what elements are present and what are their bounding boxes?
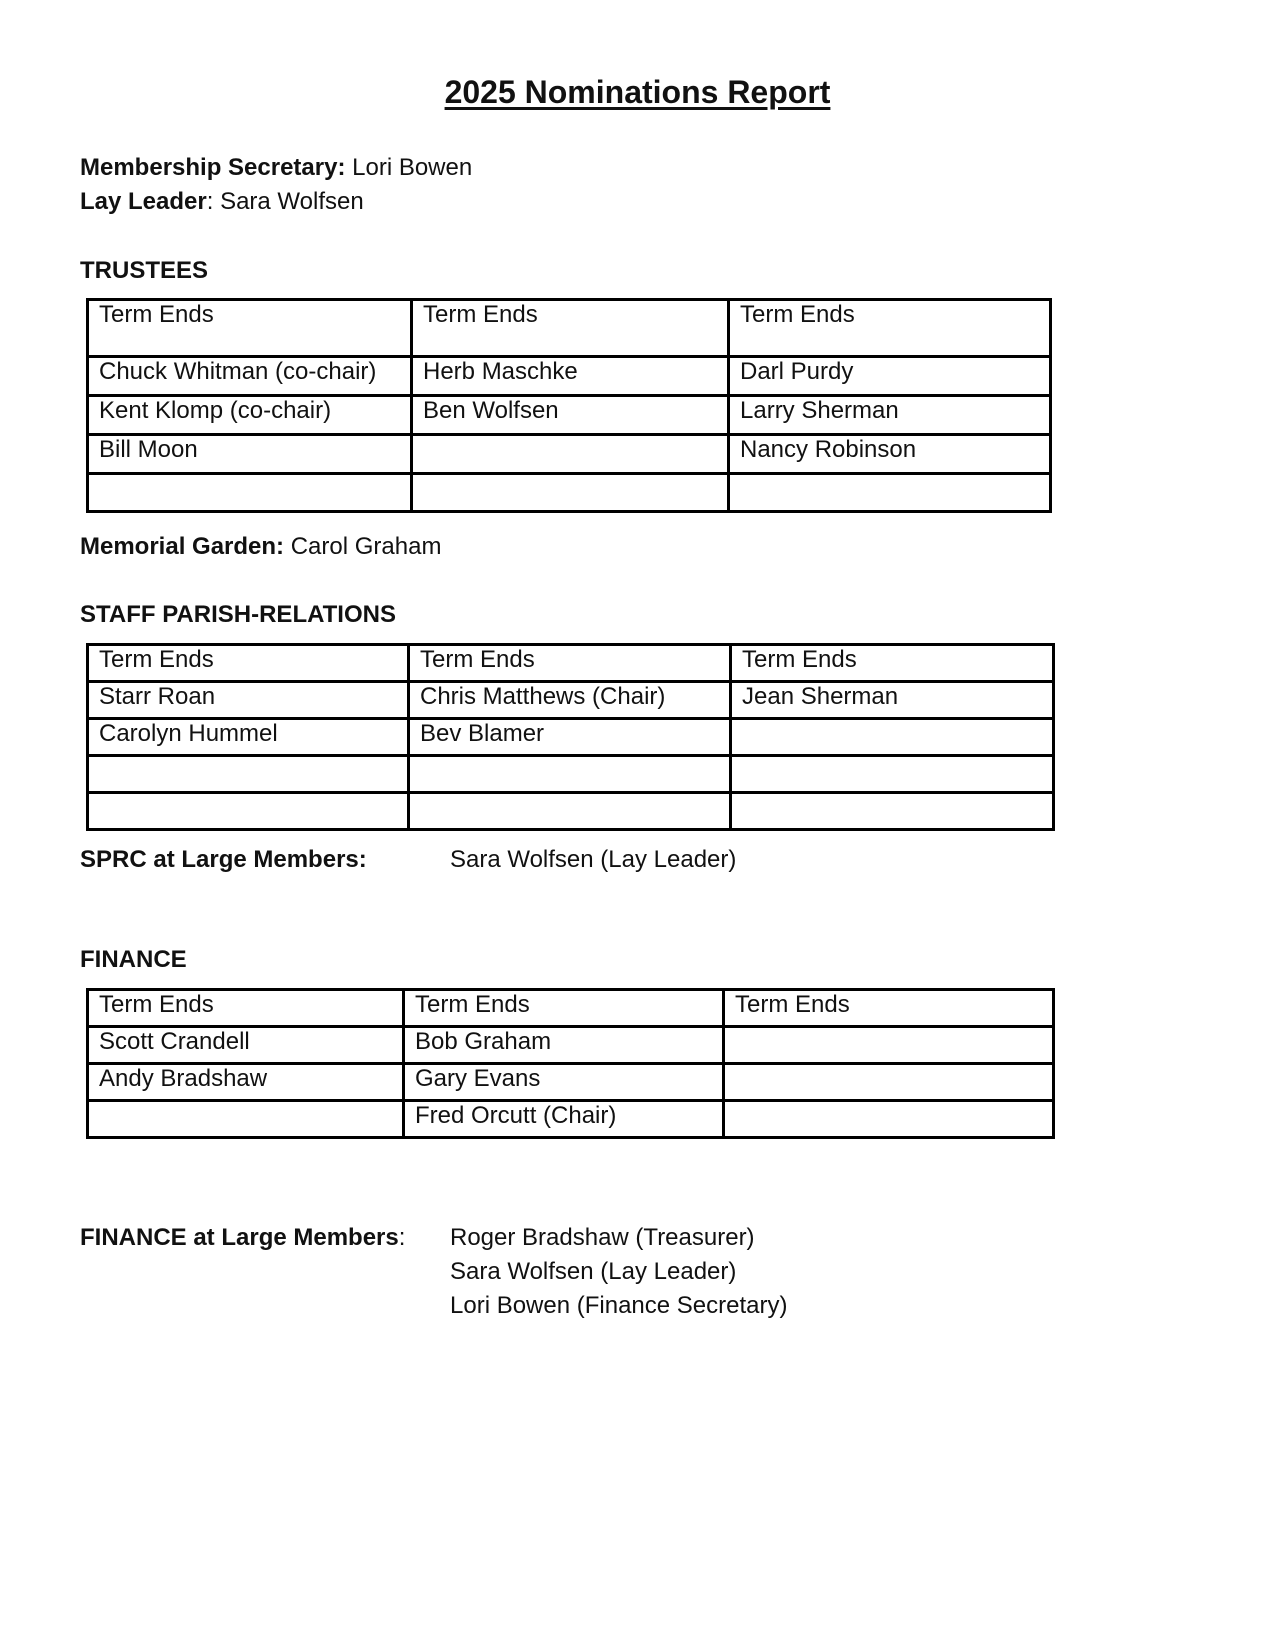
membership-secretary-value: Lori Bowen	[352, 154, 473, 181]
membership-secretary-line	[80, 153, 472, 183]
finance-at-large-colon: :	[398, 1224, 406, 1251]
lay-leader-line	[80, 187, 364, 217]
table-cell: Ben Wolfsen	[412, 396, 729, 435]
table-cell: Herb Maschke	[412, 357, 729, 396]
trustees-heading: TRUSTEES	[80, 257, 209, 284]
table-cell: Andy Bradshaw	[88, 1064, 404, 1101]
table-row	[88, 396, 1051, 435]
table-cell	[88, 1101, 404, 1138]
page-title: 2025 Nominations Report	[444, 74, 831, 110]
table-row	[88, 682, 1054, 719]
column-header: Term Ends	[724, 990, 1054, 1027]
table-cell: Bill Moon	[88, 435, 412, 474]
table-row	[88, 1064, 1054, 1101]
finance-at-large-member: Roger Bradshaw (Treasurer)	[450, 1224, 755, 1251]
memorial-garden-line	[80, 532, 441, 562]
membership-secretary-label: Membership Secretary:	[80, 154, 346, 181]
lay-leader-value: : Sara Wolfsen	[206, 188, 364, 215]
sprc-at-large-label: SPRC at Large Members:	[80, 846, 367, 873]
table-cell: Scott Crandell	[88, 1027, 404, 1064]
table-header-row	[88, 645, 1054, 682]
table-cell	[731, 793, 1054, 830]
finance-table	[86, 988, 1055, 1139]
table-row	[88, 357, 1051, 396]
table-row	[88, 793, 1054, 830]
table-cell	[724, 1101, 1054, 1138]
table-cell	[731, 719, 1054, 756]
table-cell	[88, 756, 409, 793]
table-row	[88, 1101, 1054, 1138]
table-cell: Carolyn Hummel	[88, 719, 409, 756]
table-header-row	[88, 990, 1054, 1027]
table-row	[88, 435, 1051, 474]
table-cell	[729, 474, 1051, 512]
table-cell	[724, 1064, 1054, 1101]
table-cell	[88, 474, 412, 512]
finance-at-large-member: Lori Bowen (Finance Secretary)	[450, 1292, 788, 1319]
table-cell	[409, 793, 731, 830]
memorial-garden-label: Memorial Garden:	[80, 533, 285, 560]
staff-parish-heading: STAFF PARISH-RELATIONS	[80, 601, 396, 628]
sprc-at-large-member: Sara Wolfsen (Lay Leader)	[450, 846, 737, 873]
table-cell	[412, 435, 729, 474]
memorial-garden-value: Carol Graham	[290, 533, 442, 560]
table-cell	[724, 1027, 1054, 1064]
finance-heading: FINANCE	[80, 946, 187, 973]
lay-leader-label: Lay Leader	[80, 188, 207, 215]
table-cell	[731, 756, 1054, 793]
table-row	[88, 719, 1054, 756]
finance-at-large-line	[80, 1223, 405, 1253]
table-row	[88, 474, 1051, 512]
column-header: Term Ends	[88, 990, 404, 1027]
finance-at-large-label: FINANCE at Large Members	[80, 1224, 399, 1251]
table-cell	[88, 793, 409, 830]
column-header: Term Ends	[88, 300, 412, 357]
table-cell: Fred Orcutt (Chair)	[404, 1101, 724, 1138]
staff-parish-table	[86, 643, 1055, 831]
table-cell: Darl Purdy	[729, 357, 1051, 396]
trustees-table	[86, 298, 1052, 513]
column-header: Term Ends	[731, 645, 1054, 682]
table-header-row	[88, 300, 1051, 357]
table-cell	[412, 474, 729, 512]
table-cell: Starr Roan	[88, 682, 409, 719]
column-header: Term Ends	[88, 645, 409, 682]
column-header: Term Ends	[412, 300, 729, 357]
table-row	[88, 756, 1054, 793]
column-header: Term Ends	[409, 645, 731, 682]
table-cell: Bob Graham	[404, 1027, 724, 1064]
table-cell: Chris Matthews (Chair)	[409, 682, 731, 719]
table-cell: Nancy Robinson	[729, 435, 1051, 474]
table-cell: Bev Blamer	[409, 719, 731, 756]
table-row	[88, 1027, 1054, 1064]
table-cell: Gary Evans	[404, 1064, 724, 1101]
table-cell: Jean Sherman	[731, 682, 1054, 719]
table-cell: Kent Klomp (co-chair)	[88, 396, 412, 435]
table-cell: Chuck Whitman (co-chair)	[88, 357, 412, 396]
column-header: Term Ends	[729, 300, 1051, 357]
table-cell	[409, 756, 731, 793]
finance-at-large-member: Sara Wolfsen (Lay Leader)	[450, 1258, 737, 1285]
column-header: Term Ends	[404, 990, 724, 1027]
table-cell: Larry Sherman	[729, 396, 1051, 435]
